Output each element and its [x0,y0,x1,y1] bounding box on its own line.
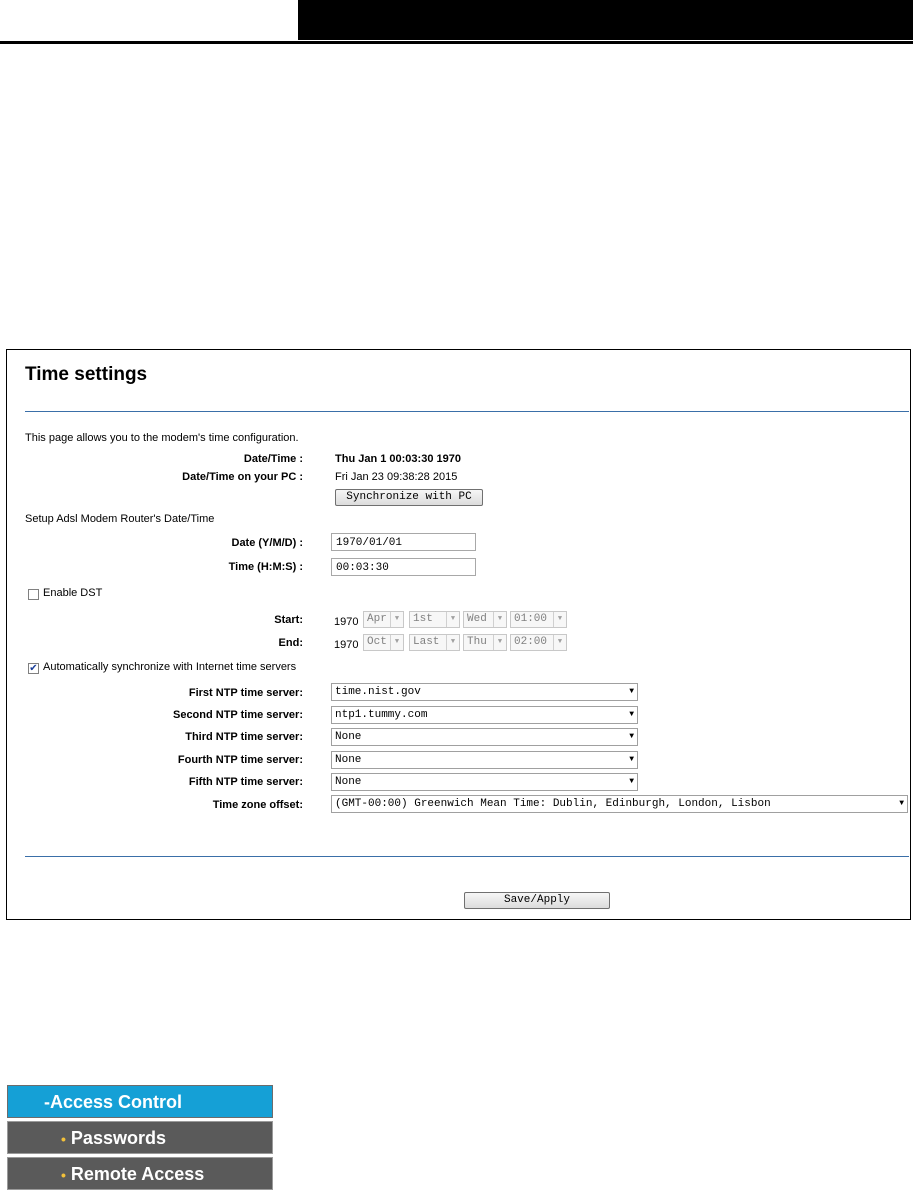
dst-end-day-select[interactable] [463,634,507,651]
second-ntp-value: ntp1.tummy.com [335,709,428,721]
second-ntp-select[interactable] [331,706,638,724]
bullet-icon: • [61,1167,66,1183]
chevron-down-icon: ▼ [629,732,634,741]
time-input[interactable]: 00:03:30 [331,558,476,576]
enable-dst-checkbox[interactable] [28,589,39,600]
chevron-down-icon: ▼ [629,755,634,764]
sidebar-item-passwords[interactable] [7,1121,273,1154]
fourth-ntp-value: None [335,754,362,766]
auto-sync-label: Automatically synchronize with Internet time servers [43,661,297,673]
collapse-dash-icon: - [44,1092,50,1112]
chevron-down-icon: ▼ [553,635,566,650]
setup-heading: Setup Adsl Modem Router's Date/Time [25,513,215,525]
third-ntp-select[interactable] [331,728,638,746]
sidebar-item-label: Passwords [70,1128,166,1148]
chevron-down-icon: ▼ [390,635,403,650]
synchronize-button[interactable]: Synchronize with PC [335,489,483,506]
fourth-ntp-label: Fourth NTP time server: [177,754,303,766]
date-label: Date (Y/M/D) : [231,537,303,549]
page-title: Time settings [25,364,148,385]
dst-end-month-value: Oct [367,636,387,648]
chevron-down-icon: ▼ [446,612,459,627]
chevron-down-icon: ▼ [493,635,506,650]
time-label: Time (H:M:S) : [228,561,303,573]
third-ntp-value: None [335,731,362,743]
time-settings-panel [6,349,911,920]
dst-start-label: Start: [274,614,303,626]
timezone-value: (GMT-00:00) Greenwich Mean Time: Dublin, Edinburgh, London, Lisbon [335,798,771,810]
date-input[interactable]: 1970/01/01 [331,533,476,551]
divider-top [25,411,909,412]
datetime-label: Date/Time : [243,453,303,465]
dst-start-year: 1970 [334,616,359,628]
datetime-value: Thu Jan 1 00:03:30 1970 [335,453,461,465]
divider-bottom [25,856,909,857]
first-ntp-value: time.nist.gov [335,686,421,698]
chevron-down-icon: ▼ [899,799,904,808]
second-ntp-label: Second NTP time server: [172,709,303,721]
sidebar-item-access-control[interactable] [7,1085,273,1118]
dst-end-day-value: Thu [467,636,487,648]
chevron-down-icon: ▼ [390,612,403,627]
fourth-ntp-select[interactable] [331,751,638,769]
dst-end-time-select[interactable] [510,634,567,651]
page-description: This page allows you to the modem's time configuration. [25,432,299,444]
timezone-label: Time zone offset: [212,799,303,811]
dst-end-week-select[interactable] [409,634,460,651]
fifth-ntp-select[interactable] [331,773,638,791]
dst-start-time-value: 01:00 [514,613,548,625]
dst-start-day-value: Wed [467,613,487,625]
checkmark-icon: ✔ [29,663,38,674]
chevron-down-icon: ▼ [629,777,634,786]
dst-start-time-select[interactable] [510,611,567,628]
bullet-icon: • [61,1131,66,1147]
sidebar-menu [7,1085,273,1194]
dst-start-day-select[interactable] [463,611,507,628]
third-ntp-label: Third NTP time server: [185,731,303,743]
chevron-down-icon: ▼ [629,710,634,719]
first-ntp-label: First NTP time server: [188,687,303,699]
auto-sync-checkbox[interactable] [28,663,39,674]
first-ntp-select[interactable] [331,683,638,701]
header-black-bar [298,0,913,40]
pc-datetime-label: Date/Time on your PC : [182,471,303,483]
sidebar-item-label: Access Control [50,1092,183,1112]
fifth-ntp-value: None [335,776,362,788]
dst-start-month-select[interactable] [363,611,404,628]
dst-end-week-value: Last [413,636,440,648]
pc-datetime-value: Fri Jan 23 09:38:28 2015 [335,471,458,483]
sidebar-item-remote-access[interactable] [7,1157,273,1190]
fifth-ntp-label: Fifth NTP time server: [188,776,303,788]
chevron-down-icon: ▼ [553,612,566,627]
dst-start-week-select[interactable] [409,611,460,628]
dst-start-month-value: Apr [367,613,387,625]
header-rule [0,41,913,44]
dst-start-week-value: 1st [413,613,433,625]
dst-end-month-select[interactable] [363,634,404,651]
dst-end-label: End: [278,637,303,649]
chevron-down-icon: ▼ [446,635,459,650]
save-apply-button[interactable]: Save/Apply [464,892,610,909]
sidebar-item-label: Remote Access [70,1164,205,1184]
timezone-select[interactable] [331,795,908,813]
dst-end-year: 1970 [334,639,359,651]
chevron-down-icon: ▼ [629,687,634,696]
enable-dst-label: Enable DST [43,587,103,599]
dst-end-time-value: 02:00 [514,636,548,648]
chevron-down-icon: ▼ [493,612,506,627]
